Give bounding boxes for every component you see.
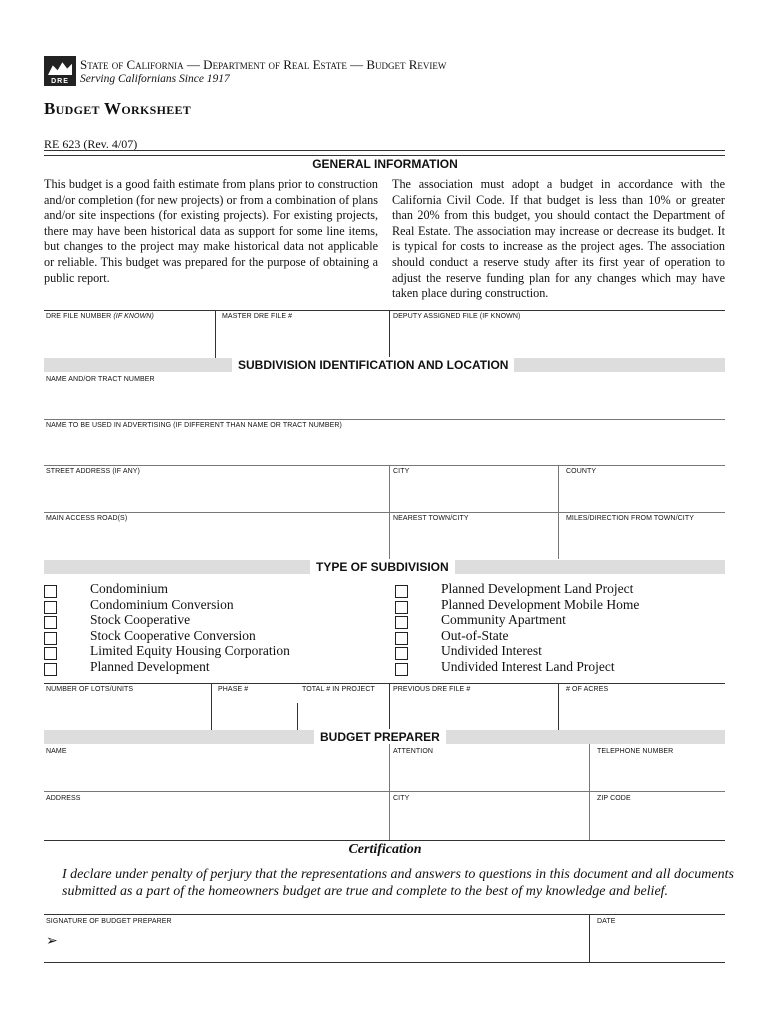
main-access-roads-input[interactable] — [46, 525, 386, 557]
general-info-right — [392, 177, 725, 302]
telephone-label: TELEPHONE NUMBER — [597, 748, 674, 755]
preparer-address-label: ADDRESS — [46, 795, 81, 802]
option-label: Undivided Interest Land Project — [441, 658, 615, 674]
certification-heading: Certification — [348, 842, 422, 857]
county-label: COUNTY — [566, 468, 597, 475]
previous-dre-file-label: PREVIOUS DRE FILE # — [393, 686, 471, 693]
rule — [44, 914, 725, 915]
nearest-town-label: NEAREST TOWN/CITY — [393, 515, 469, 522]
main-access-roads-label: MAIN ACCESS ROAD(S) — [46, 515, 128, 522]
general-info-left — [44, 177, 378, 286]
agency-heading: State of California — Department of Real Estate — Budget Review — [80, 57, 447, 72]
checkbox[interactable] — [44, 616, 57, 629]
nearest-town-input[interactable] — [392, 525, 555, 557]
preparer-city-input[interactable] — [392, 805, 586, 837]
rule — [44, 791, 725, 792]
subdivision-section-band — [44, 358, 725, 372]
phase-label: PHASE # — [218, 686, 249, 693]
acres-label: # OF ACRES — [566, 686, 609, 693]
number-of-lots-input[interactable] — [46, 696, 208, 728]
checkbox[interactable] — [44, 585, 57, 598]
preparer-name-label: NAME — [46, 748, 67, 755]
dre-file-number-label — [46, 313, 154, 320]
street-address-label: STREET ADDRESS (IF ANY) — [46, 468, 140, 475]
deputy-assigned-file-label: DEPUTY ASSIGNED FILE (IF KNOWN) — [393, 313, 521, 320]
preparer-heading: BUDGET PREPARER — [314, 729, 446, 745]
option-label: Stock Cooperative Conversion — [90, 627, 256, 643]
preparer-name-input[interactable] — [46, 758, 386, 788]
name-tract-label: NAME AND/OR TRACT NUMBER — [46, 376, 155, 383]
name-tract-input[interactable] — [46, 386, 724, 416]
number-of-lots-label: NUMBER OF LOTS/UNITS — [46, 686, 134, 693]
acres-input[interactable] — [561, 696, 724, 728]
option-label: Undivided Interest — [441, 643, 542, 658]
divider — [389, 310, 390, 358]
type-options-right — [395, 581, 725, 681]
logo-text: DRE — [51, 78, 69, 85]
checkbox[interactable] — [395, 616, 408, 629]
dre-file-prefix: DRE FILE NUMBER — [46, 313, 114, 320]
preparer-address-input[interactable] — [46, 805, 386, 837]
county-input[interactable] — [561, 478, 724, 508]
option-label: Planned Development Land Project — [441, 581, 634, 596]
signature-label: SIGNATURE OF BUDGET PREPARER — [46, 918, 172, 925]
rule — [44, 310, 725, 311]
preparer-section-band — [44, 730, 725, 744]
rule — [44, 512, 725, 513]
option-label: Out-of-State — [441, 627, 509, 643]
master-dre-file-input[interactable] — [218, 324, 386, 356]
checkbox[interactable] — [395, 647, 408, 660]
dre-seal-logo — [44, 56, 76, 86]
type-heading: TYPE OF SUBDIVISION — [310, 559, 455, 575]
rule — [44, 465, 725, 466]
divider — [215, 310, 216, 358]
preparer-city-label: CITY — [393, 795, 410, 802]
form-number: RE 623 (Rev. 4/07) — [44, 137, 138, 151]
divider — [558, 683, 559, 730]
checkbox[interactable] — [44, 647, 57, 660]
phase-input[interactable] — [214, 696, 294, 728]
checkbox[interactable] — [44, 663, 57, 676]
miles-direction-input[interactable] — [561, 525, 724, 557]
rule — [44, 683, 725, 684]
total-in-project-label: TOTAL # IN PROJECT — [302, 686, 375, 693]
checkbox[interactable] — [395, 663, 408, 676]
previous-dre-file-input[interactable] — [392, 696, 555, 728]
type-section-band — [44, 560, 725, 574]
divider — [589, 914, 590, 962]
master-dre-file-label: MASTER DRE FILE # — [222, 313, 293, 320]
option-label: Condominium Conversion — [90, 596, 234, 612]
checkbox[interactable] — [395, 632, 408, 645]
general-info-heading: GENERAL INFORMATION — [312, 157, 458, 171]
type-options-left — [44, 581, 374, 681]
zip-code-input[interactable] — [592, 805, 724, 837]
option-label: Community Apartment — [441, 612, 566, 627]
telephone-input[interactable] — [592, 758, 724, 788]
checkbox[interactable] — [44, 632, 57, 645]
divider — [297, 703, 298, 730]
rule — [44, 150, 725, 151]
option-label: Planned Development — [90, 658, 210, 674]
date-label: DATE — [597, 918, 616, 925]
certification-text: I declare under penalty of perjury that the representations and answers to questions in this document and all documents submitted as a part of the homeowners budget are true and complete to the best of my knowledge and belief. — [62, 867, 734, 899]
rule — [44, 419, 725, 420]
miles-direction-label: MILES/DIRECTION FROM TOWN/CITY — [566, 515, 694, 522]
option-label: Stock Cooperative — [90, 612, 191, 627]
street-address-input[interactable] — [46, 478, 386, 508]
attention-label: ATTENTION — [393, 748, 434, 755]
dre-file-suffix: (IF KNOWN) — [113, 313, 154, 320]
rule — [44, 155, 725, 156]
rule — [44, 840, 725, 841]
agency-motto: Serving Californians Since 1917 — [80, 73, 230, 85]
checkbox[interactable] — [44, 601, 57, 614]
deputy-assigned-file-input[interactable] — [392, 324, 724, 356]
date-input[interactable] — [592, 930, 724, 960]
attention-input[interactable] — [392, 758, 586, 788]
dre-file-number-input[interactable] — [46, 324, 212, 356]
document-title: Budget Worksheet — [44, 99, 192, 118]
checkbox[interactable] — [395, 601, 408, 614]
subdivision-heading: SUBDIVISION IDENTIFICATION AND LOCATION — [232, 357, 514, 373]
checkbox[interactable] — [395, 585, 408, 598]
zip-code-label: ZIP CODE — [597, 795, 631, 802]
city-input[interactable] — [392, 478, 555, 508]
divider — [389, 744, 390, 840]
advertising-name-label: NAME TO BE USED IN ADVERTISING (IF DIFFERENT THAN NAME OR TRACT NUMBER) — [46, 422, 342, 429]
general-info-right-text: The association must adopt a budget in accordance with the California Civil Code. If that budget is less than 10% or greater than 20% from this budget, you should contact the Department of Real Estate. The association may increase or decrease its budget. It is typical for costs to increase as the project ages. The association should conduct a reserve study after its first year of operation to adjust the reserve funding plan for any changes which may have taken place during construction. — [392, 177, 725, 301]
total-in-project-input[interactable] — [300, 696, 386, 728]
option-label: Condominium — [90, 581, 169, 596]
divider — [589, 744, 590, 840]
general-info-left-text: This budget is a good faith estimate from plans prior to construction and/or completion (for new projects) or from a combination of plans and/or site inspections (for existing projects). For existing projects, there may have been historical data as support for some line items, but changes to the project may make historical data not applicable or reliable. This budget was prepared for the purpose of obtaining a public report. — [44, 177, 378, 285]
divider — [389, 683, 390, 730]
option-label: Planned Development Mobile Home — [441, 596, 640, 612]
sign-here-arrow-icon: ➢ — [46, 934, 58, 949]
city-label: CITY — [393, 468, 410, 475]
advertising-name-input[interactable] — [46, 432, 724, 462]
rule — [44, 962, 725, 963]
divider — [211, 683, 212, 730]
option-label: Limited Equity Housing Corporation — [90, 643, 290, 658]
signature-input[interactable] — [62, 930, 586, 960]
